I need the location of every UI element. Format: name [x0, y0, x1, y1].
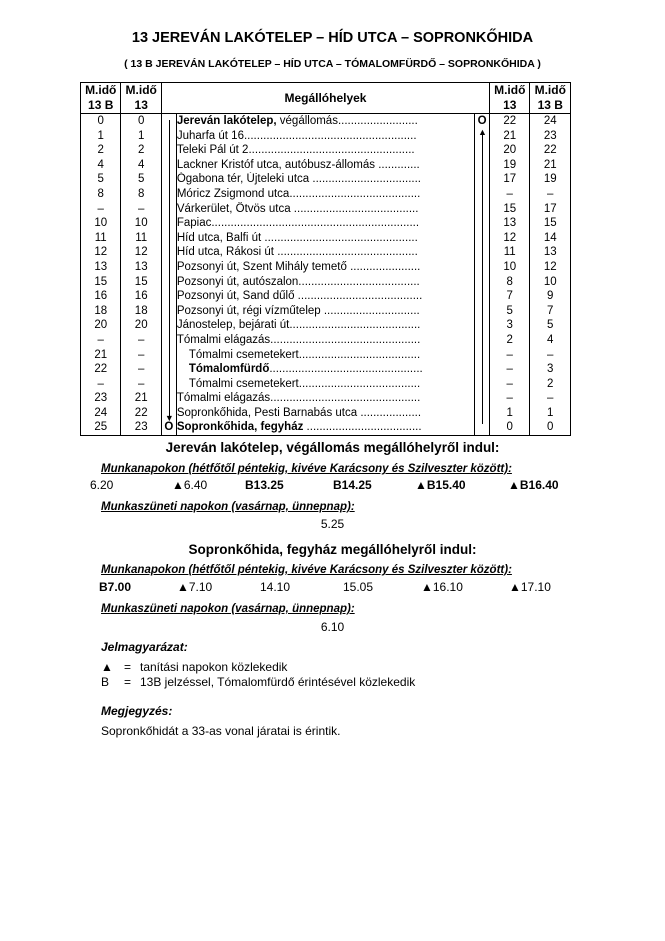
stop-name-text: Sopronkőhida, fegyház	[176, 421, 304, 434]
time-right-13b: 3	[530, 362, 571, 377]
time-left-13b: 2	[81, 143, 121, 158]
stop-name-text: Jánostelep, bejárati út.........................................	[176, 319, 421, 332]
table-row	[81, 143, 571, 158]
stop-name-text: Híd utca, Balfi út ................................................	[176, 231, 418, 244]
col-right-13b-header: M.idő 13 B	[530, 83, 571, 114]
table-row	[81, 420, 571, 435]
table-row	[81, 216, 571, 231]
stop-name	[176, 158, 474, 173]
direction-left-cell: O	[161, 420, 176, 435]
stop-name-text: Ógabona tér, Újteleki utca ..................................	[176, 173, 421, 186]
stop-name	[176, 391, 474, 406]
time-left-13: 20	[121, 318, 161, 333]
departure-time: ▲7.10	[177, 580, 213, 594]
time-left-13: –	[121, 202, 161, 217]
note-text: Sopronkőhidát a 33-as vonal járatai is érintik.	[101, 724, 341, 738]
table-row	[81, 260, 571, 275]
stop-name-suffix: végállomás.........................	[276, 115, 418, 127]
time-right-13: 12	[490, 231, 530, 246]
time-left-13: –	[121, 348, 161, 363]
time-left-13b: 22	[81, 362, 121, 377]
stop-name	[176, 377, 474, 392]
time-left-13b: 25	[81, 420, 121, 435]
section2-weekday-times	[85, 580, 570, 595]
stop-name-text: Pozsonyi út, régi vízműtelep ..............................	[176, 304, 420, 317]
legend-b-symbol: B	[101, 675, 110, 689]
stop-name	[176, 187, 474, 202]
time-right-13b: 13	[530, 245, 571, 260]
time-right-13b: 10	[530, 275, 571, 290]
stop-name-suffix: ................................................	[269, 363, 423, 376]
stop-name	[176, 143, 474, 158]
time-right-13: 15	[490, 202, 530, 217]
table-row	[81, 187, 571, 202]
time-left-13b: 24	[81, 406, 121, 421]
time-left-13b: 0	[81, 114, 121, 129]
departure-time: B7.00	[99, 580, 132, 594]
time-right-13b: –	[530, 391, 571, 406]
stop-name-text: Tómalmi csemetekert......................................	[188, 348, 421, 361]
time-right-13b: 17	[530, 202, 571, 217]
col-stops-header: Megállóhelyek	[161, 83, 489, 114]
time-left-13: –	[121, 362, 161, 377]
section2-holiday-time: 6.10	[320, 620, 345, 634]
time-right-13: 13	[490, 216, 530, 231]
time-left-13: 0	[121, 114, 161, 129]
time-right-13: 19	[490, 158, 530, 173]
time-right-13b: 0	[530, 420, 571, 435]
stop-name-text: Pozsonyi út, autószalon......................................	[176, 275, 420, 288]
table-row	[81, 202, 571, 217]
stop-name	[176, 318, 474, 333]
time-left-13: 22	[121, 406, 161, 421]
time-right-13: 22	[490, 114, 530, 129]
time-left-13b: 18	[81, 304, 121, 319]
stop-name	[176, 216, 474, 231]
time-left-13b: 13	[81, 260, 121, 275]
stop-name-text: Tómalmi csemetekert......................................	[188, 377, 421, 390]
time-left-13: 11	[121, 231, 161, 246]
stop-name-text: Teleki Pál út 2....................................................	[176, 144, 415, 157]
stop-name	[176, 348, 474, 363]
time-right-13: 7	[490, 289, 530, 304]
stop-name-text: Pozsonyi út, Szent Mihály temető ......................	[176, 260, 421, 273]
stop-name	[176, 202, 474, 217]
time-left-13: –	[121, 377, 161, 392]
time-right-13: 20	[490, 143, 530, 158]
stop-name	[176, 260, 474, 275]
time-right-13: –	[490, 348, 530, 363]
time-left-13b: 16	[81, 289, 121, 304]
time-left-13b: 5	[81, 172, 121, 187]
stop-name-text: Várkerület, Ötvös utca .......................................	[176, 202, 419, 215]
stop-name-text: Jereván lakótelep,	[176, 115, 277, 127]
table-row	[81, 245, 571, 260]
time-left-13: –	[121, 333, 161, 348]
time-right-13b: 2	[530, 377, 571, 392]
section1-holiday-time: 5.25	[320, 517, 345, 531]
arrow-up-icon: ▲	[478, 126, 487, 137]
time-right-13b: 23	[530, 129, 571, 144]
stop-name-text: Juharfa út 16......................................................	[176, 129, 417, 142]
departure-time: B13.25	[245, 478, 284, 492]
col-left-13b-header: M.idő 13 B	[81, 83, 121, 114]
time-left-13: 15	[121, 275, 161, 290]
legend-triangle-symbol: ▲	[101, 660, 113, 674]
col-left-13-header: M.idő 13	[121, 83, 161, 114]
time-right-13b: 21	[530, 158, 571, 173]
departure-time: ▲17.10	[509, 580, 551, 594]
time-right-13b: 4	[530, 333, 571, 348]
time-right-13: –	[490, 362, 530, 377]
stop-name-text: Pozsonyi út, Sand dűlő .......................................	[176, 290, 423, 303]
departure-time: ▲B15.40	[415, 478, 466, 492]
stop-name	[176, 275, 474, 290]
departure-time: ▲B16.40	[508, 478, 559, 492]
note-title: Megjegyzés:	[101, 704, 173, 718]
time-right-13b: –	[530, 348, 571, 363]
stop-name-text: Lackner Kristóf utca, autóbusz-állomás .............	[176, 158, 420, 171]
time-right-13b: 5	[530, 318, 571, 333]
time-left-13b: 23	[81, 391, 121, 406]
time-right-13: 8	[490, 275, 530, 290]
stop-name-text: Sopronkőhida, Pesti Barnabás utca ...................	[176, 406, 422, 419]
time-right-13: 0	[490, 420, 530, 435]
time-left-13b: 1	[81, 129, 121, 144]
table-row	[81, 114, 571, 129]
stop-name	[176, 362, 474, 377]
stop-name	[176, 245, 474, 260]
time-left-13: 2	[121, 143, 161, 158]
departure-time: 14.10	[260, 580, 291, 594]
direction-line-up	[482, 133, 483, 425]
legend-equals: =	[124, 675, 132, 689]
time-left-13: 1	[121, 129, 161, 144]
table-row	[81, 406, 571, 421]
departure-time: B14.25	[333, 478, 372, 492]
time-right-13b: 15	[530, 216, 571, 231]
stop-name	[176, 172, 474, 187]
stop-name-text: Tómalomfürdő	[188, 363, 270, 376]
timetable-body	[81, 114, 571, 436]
table-row	[81, 304, 571, 319]
time-right-13: 11	[490, 245, 530, 260]
time-left-13b: –	[81, 202, 121, 217]
time-left-13b: 15	[81, 275, 121, 290]
table-row	[81, 333, 571, 348]
stop-name-suffix: ....................................	[303, 421, 422, 434]
time-right-13: 2	[490, 333, 530, 348]
time-right-13: –	[490, 377, 530, 392]
section1-heading: Jereván lakótelep, végállomás megállóhelyről indul:	[165, 440, 500, 455]
time-right-13: 5	[490, 304, 530, 319]
time-left-13: 18	[121, 304, 161, 319]
col-right-13-header: M.idő 13	[490, 83, 530, 114]
time-right-13: –	[490, 391, 530, 406]
time-left-13: 21	[121, 391, 161, 406]
stop-name	[176, 114, 474, 129]
time-left-13: 8	[121, 187, 161, 202]
legend-b-text: 13B jelzéssel, Tómalomfürdő érintésével közlekedik	[140, 675, 416, 689]
time-left-13: 12	[121, 245, 161, 260]
time-left-13b: 4	[81, 158, 121, 173]
stop-name-text: Híd utca, Rákosi út ............................................	[176, 246, 418, 259]
section2-heading: Sopronkőhida, fegyház megállóhelyről indul:	[188, 542, 477, 557]
stop-name	[176, 289, 474, 304]
time-left-13b: 11	[81, 231, 121, 246]
stop-name	[176, 406, 474, 421]
table-row	[81, 129, 571, 144]
legend-triangle-text: tanítási napokon közlekedik	[140, 660, 288, 674]
time-left-13b: 21	[81, 348, 121, 363]
table-row	[81, 275, 571, 290]
section2-holiday-label: Munkaszüneti napokon (vasárnap, ünnepnap):	[101, 603, 355, 615]
table-row	[81, 348, 571, 363]
departure-time: ▲6.40	[172, 478, 208, 492]
table-row	[81, 377, 571, 392]
time-left-13b: –	[81, 377, 121, 392]
section2-weekday-label: Munkanapokon (hétfőtől péntekig, kivéve Karácsony és Szilveszter között):	[101, 564, 512, 576]
time-left-13: 5	[121, 172, 161, 187]
time-right-13b: –	[530, 187, 571, 202]
time-left-13: 23	[121, 420, 161, 435]
page-subtitle: ( 13 B JEREVÁN LAKÓTELEP – HÍD UTCA – TÓMALOMFÜRDŐ – SOPRONKŐHIDA )	[124, 58, 541, 70]
table-row	[81, 172, 571, 187]
legend-equals: =	[124, 660, 132, 674]
stop-name	[176, 333, 474, 348]
time-right-13b: 24	[530, 114, 571, 129]
timetable	[80, 82, 571, 436]
time-right-13: 10	[490, 260, 530, 275]
departure-time: 6.20	[90, 478, 114, 492]
time-right-13: 3	[490, 318, 530, 333]
time-right-13b: 19	[530, 172, 571, 187]
direction-right-cell: O	[475, 114, 490, 129]
time-right-13b: 7	[530, 304, 571, 319]
table-row	[81, 391, 571, 406]
section1-weekday-label: Munkanapokon (hétfőtől péntekig, kivéve Karácsony és Szilveszter között):	[101, 463, 512, 475]
time-left-13: 13	[121, 260, 161, 275]
table-row	[81, 289, 571, 304]
time-left-13: 10	[121, 216, 161, 231]
page-title: 13 JEREVÁN LAKÓTELEP – HÍD UTCA – SOPRONKŐHIDA	[131, 30, 534, 46]
time-right-13b: 22	[530, 143, 571, 158]
section1-weekday-times	[85, 478, 570, 493]
table-row	[81, 362, 571, 377]
time-right-13: 1	[490, 406, 530, 421]
stop-name	[176, 129, 474, 144]
stop-name	[176, 231, 474, 246]
table-row	[81, 231, 571, 246]
stop-name	[176, 304, 474, 319]
section1-holiday-label: Munkaszüneti napokon (vasárnap, ünnepnap):	[101, 501, 355, 513]
time-right-13: –	[490, 187, 530, 202]
stop-name-text: Tómalmi elágazás...............................................	[176, 333, 421, 346]
table-row	[81, 158, 571, 173]
stop-name-text: Móricz Zsigmond utca.........................................	[176, 187, 421, 200]
stop-name-text: Fapiac.................................................................	[176, 217, 420, 230]
time-left-13b: 10	[81, 216, 121, 231]
time-left-13: 4	[121, 158, 161, 173]
time-right-13: 21	[490, 129, 530, 144]
legend-title: Jelmagyarázat:	[101, 640, 188, 654]
departure-time: 15.05	[343, 580, 374, 594]
departure-time: ▲16.10	[421, 580, 463, 594]
time-right-13: 17	[490, 172, 530, 187]
time-right-13b: 9	[530, 289, 571, 304]
table-row	[81, 318, 571, 333]
time-left-13b: 20	[81, 318, 121, 333]
stop-name	[176, 420, 474, 435]
time-left-13: 16	[121, 289, 161, 304]
time-right-13b: 12	[530, 260, 571, 275]
time-right-13b: 14	[530, 231, 571, 246]
stop-name-text: Tómalmi elágazás...............................................	[176, 392, 421, 405]
time-left-13b: 8	[81, 187, 121, 202]
arrow-down-icon: ▼	[164, 413, 174, 424]
direction-line-down	[169, 120, 170, 417]
time-right-13b: 1	[530, 406, 571, 421]
time-left-13b: –	[81, 333, 121, 348]
time-left-13b: 12	[81, 245, 121, 260]
